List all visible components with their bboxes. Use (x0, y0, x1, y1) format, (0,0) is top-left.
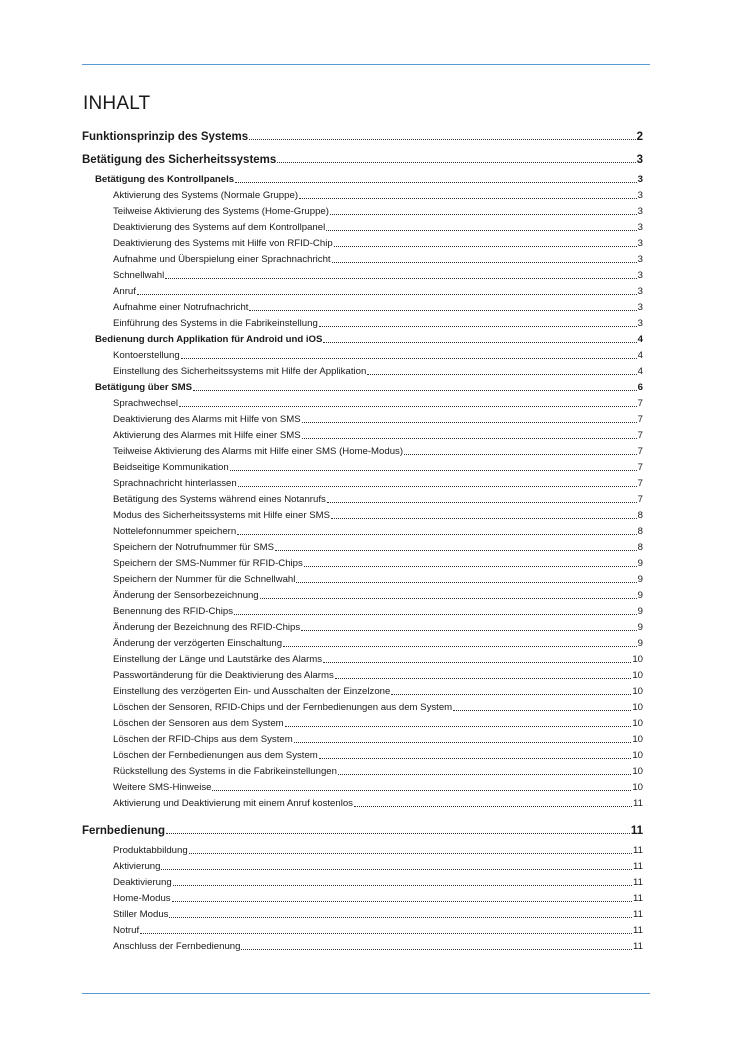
toc-entry-level-3[interactable] (113, 222, 643, 233)
toc-entry-page-number: 3 (636, 153, 643, 166)
toc-entry-title: Sprachwechsel (113, 398, 179, 409)
dot-leader (338, 766, 631, 775)
toc-entry-page-number: 9 (637, 638, 643, 649)
toc-entry-page-number: 11 (633, 877, 643, 888)
toc-entry-page-number: 3 (637, 286, 643, 297)
dot-leader (277, 153, 635, 163)
toc-entry-level-3[interactable] (113, 398, 643, 409)
toc-entry-page-number: 7 (637, 494, 643, 505)
toc-entry-page-number: 7 (637, 478, 643, 489)
toc-entry-title: Notruf (113, 925, 140, 936)
toc-entry-title: Betätigung des Kontrollpanels (95, 174, 235, 185)
toc-entry-page-number: 3 (637, 206, 643, 217)
toc-entry-page-number: 6 (637, 382, 643, 393)
toc-entry-page-number: 9 (637, 574, 643, 585)
toc-entry-level-2[interactable] (95, 382, 643, 393)
dot-leader (193, 382, 637, 391)
dot-leader (260, 590, 637, 599)
toc-entry-page-number: 3 (637, 174, 643, 185)
dot-leader (319, 318, 637, 327)
toc-entry-page-number: 8 (637, 510, 643, 521)
toc-entry-title: Änderung der verzögerten Einschaltung (113, 638, 283, 649)
dot-leader (332, 254, 637, 263)
toc-entry-title: Löschen der Fernbedienungen aus dem System (113, 750, 318, 761)
dot-leader (301, 622, 636, 631)
toc-entry-title: Produktabbildung (113, 845, 188, 856)
toc-entry-page-number: 9 (637, 622, 643, 633)
toc-entry-page-number: 7 (637, 398, 643, 409)
toc-entry-title: Passwortänderung für die Deaktivierung des Alarms (113, 670, 334, 681)
toc-entry-page-number: 10 (632, 750, 643, 761)
toc-entry-level-2[interactable] (95, 334, 643, 345)
toc-entry-title: Teilweise Aktivierung des Systems (Home-Gruppe) (113, 206, 329, 217)
toc-entry-page-number: 10 (632, 670, 643, 681)
toc-entry-page-number: 3 (637, 190, 643, 201)
toc-entry-page-number: 11 (630, 824, 643, 837)
toc-entry-level-3[interactable] (113, 877, 643, 888)
dot-leader (354, 798, 632, 807)
toc-entry-level-3[interactable] (113, 606, 643, 617)
toc-entry-level-3[interactable] (113, 254, 643, 265)
toc-entry-title: Betätigung des Systems während eines Notanrufs (113, 494, 326, 505)
toc-entry-level-3[interactable] (113, 941, 643, 952)
toc-entry-page-number: 10 (632, 766, 643, 777)
dot-leader (230, 462, 637, 471)
toc-entry-title: Aufnahme einer Notrufnachricht (113, 302, 249, 313)
toc-entry-title: Benennung des RFID-Chips (113, 606, 233, 617)
dot-leader (249, 302, 636, 311)
dot-leader (283, 638, 637, 647)
toc-entry-page-number: 10 (632, 734, 643, 745)
dot-leader (179, 398, 637, 407)
toc-entry-title: Einstellung des Sicherheitssystems mit Hilfe der Applikation (113, 366, 367, 377)
toc-entry-level-3[interactable] (113, 286, 643, 297)
toc-entry-title: Deaktivierung des Alarms mit Hilfe von SMS (113, 414, 301, 425)
toc-entry-page-number: 7 (637, 462, 643, 473)
toc-entry-page-number: 11 (633, 925, 643, 936)
header-rule (82, 64, 650, 65)
toc-entry-page-number: 9 (637, 606, 643, 617)
toc-entry-level-3[interactable] (113, 702, 643, 713)
toc-entry-page-number: 10 (632, 702, 643, 713)
dot-leader (404, 446, 637, 455)
toc-entry-level-3[interactable] (113, 798, 643, 809)
toc-entry-title: Aufnahme und Überspielung einer Sprachnachricht (113, 254, 331, 265)
toc-entry-title: Aktivierung und Deaktivierung mit einem Anruf kostenlos (113, 798, 353, 809)
toc-entry-level-3[interactable] (113, 893, 643, 904)
toc-entry-level-3[interactable] (113, 526, 643, 537)
toc-entry-level-3[interactable] (113, 238, 643, 249)
toc-entry-page-number: 3 (637, 254, 643, 265)
toc-entry-page-number: 9 (637, 558, 643, 569)
toc-entry-level-3[interactable] (113, 318, 643, 329)
toc-entry-level-3[interactable] (113, 574, 643, 585)
toc-entry-page-number: 8 (637, 542, 643, 553)
dot-leader (173, 877, 632, 886)
toc-entry-level-3[interactable] (113, 542, 643, 553)
toc-entry-page-number: 10 (632, 654, 643, 665)
toc-entry-title: Aktivierung des Systems (Normale Gruppe) (113, 190, 299, 201)
dot-leader (172, 893, 632, 902)
toc-entry-page-number: 3 (637, 318, 643, 329)
toc-entry-level-1[interactable] (82, 153, 643, 166)
toc-entry-page-number: 11 (633, 845, 643, 856)
dot-leader (299, 190, 637, 199)
toc-entry-title: Einstellung der Länge und Lautstärke des Alarms (113, 654, 323, 665)
dot-leader (294, 734, 632, 743)
dot-leader (137, 286, 637, 295)
toc-entry-page-number: 7 (637, 414, 643, 425)
toc-entry-page-number: 8 (637, 526, 643, 537)
dot-leader (302, 430, 637, 439)
toc-entry-level-3[interactable] (113, 845, 643, 856)
toc-entry-page-number: 11 (633, 798, 643, 809)
toc-entry-level-1[interactable] (82, 130, 643, 143)
dot-leader (323, 654, 631, 663)
toc-entry-page-number: 3 (637, 270, 643, 281)
toc-entry-level-3[interactable] (113, 670, 643, 681)
toc-entry-level-3[interactable] (113, 766, 643, 777)
toc-entry-title: Aktivierung (113, 861, 161, 872)
dot-leader (331, 510, 637, 519)
toc-entry-page-number: 10 (632, 782, 643, 793)
toc-entry-page-number: 4 (637, 366, 643, 377)
toc-entry-title: Speichern der Notrufnummer für SMS (113, 542, 275, 553)
dot-leader (285, 718, 632, 727)
toc-entry-title: Weitere SMS-Hinweise (113, 782, 212, 793)
toc-entry-title: Home-Modus (113, 893, 171, 904)
toc-entry-level-3[interactable] (113, 270, 643, 281)
toc-entry-page-number: 11 (633, 893, 643, 904)
toc-entry-title: Anschluss der Fernbedienung (113, 941, 241, 952)
dot-leader (326, 222, 636, 231)
toc-entry-title: Beidseitige Kommunikation (113, 462, 229, 473)
toc-entry-level-3[interactable] (113, 590, 643, 601)
dot-leader (249, 130, 635, 140)
toc-entry-title: Rückstellung des Systems in die Fabrikeinstellungen (113, 766, 337, 777)
toc-entry-page-number: 7 (637, 430, 643, 441)
dot-leader (238, 478, 637, 487)
dot-leader (181, 350, 637, 359)
toc-entry-title: Deaktivierung (113, 877, 172, 888)
toc-entry-title: Bedienung durch Applikation für Android und iOS (95, 334, 323, 345)
toc-entry-level-3[interactable] (113, 206, 643, 217)
toc-entry-page-number: 4 (637, 350, 643, 361)
toc-entry-title: Löschen der Sensoren aus dem System (113, 718, 284, 729)
toc-entry-level-3[interactable] (113, 734, 643, 745)
footer-rule (82, 993, 650, 994)
toc-entry-level-3[interactable] (113, 350, 643, 361)
toc-entry-title: Speichern der SMS-Nummer für RFID-Chips (113, 558, 303, 569)
dot-leader (453, 702, 631, 711)
toc-entry-title: Funktionsprinzip des Systems (82, 130, 249, 143)
toc-entry-title: Löschen der Sensoren, RFID-Chips und der Fernbedienungen aus dem System (113, 702, 453, 713)
toc-entry-title: Stiller Modus (113, 909, 169, 920)
toc-entry-level-3[interactable] (113, 909, 643, 920)
toc-entry-title: Speichern der Nummer für die Schnellwahl (113, 574, 296, 585)
dot-leader (189, 845, 632, 854)
toc-entry-page-number: 4 (637, 334, 643, 345)
toc-entry-level-3[interactable] (113, 494, 643, 505)
toc-entry-title: Anruf (113, 286, 136, 297)
toc-entry-title: Betätigung über SMS (95, 382, 193, 393)
toc-entry-level-3[interactable] (113, 622, 643, 633)
toc-entry-level-3[interactable] (113, 414, 643, 425)
toc-entry-title: Betätigung des Sicherheitssystems (82, 153, 277, 166)
toc-entry-level-3[interactable] (113, 558, 643, 569)
toc-entry-page-number: 10 (632, 718, 643, 729)
toc-entry-level-1[interactable] (82, 824, 643, 837)
toc-entry-level-3[interactable] (113, 510, 643, 521)
toc-entry-title: Änderung der Bezeichnung des RFID-Chips (113, 622, 301, 633)
dot-leader (304, 558, 637, 567)
toc-entry-title: Aktivierung des Alarmes mit Hilfe einer SMS (113, 430, 301, 441)
dot-leader (323, 334, 636, 343)
dot-leader (302, 414, 637, 423)
toc-entry-title: Einstellung des verzögerten Ein- und Ausschalten der Einzelzone (113, 686, 391, 697)
toc-entry-level-3[interactable] (113, 430, 643, 441)
toc-entry-page-number: 10 (632, 686, 643, 697)
dot-leader (367, 366, 636, 375)
toc-entry-level-3[interactable] (113, 686, 643, 697)
toc-entry-page-number: 3 (637, 222, 643, 233)
dot-leader (334, 238, 637, 247)
dot-leader (275, 542, 637, 551)
dot-leader (296, 574, 636, 583)
toc-entry-title: Sprachnachricht hinterlassen (113, 478, 237, 489)
toc-entry-page-number: 3 (637, 238, 643, 249)
toc-entry-level-3[interactable] (113, 302, 643, 313)
dot-leader (235, 174, 637, 183)
dot-leader (140, 925, 632, 934)
dot-leader (234, 606, 637, 615)
toc-entry-title: Schnellwahl (113, 270, 165, 281)
dot-leader (169, 909, 632, 918)
toc-entry-level-3[interactable] (113, 925, 643, 936)
toc-entry-page-number: 3 (637, 302, 643, 313)
toc-entry-level-3[interactable] (113, 638, 643, 649)
toc-entry-title: Fernbedienung (82, 824, 166, 837)
toc-entry-page-number: 9 (637, 590, 643, 601)
toc-entry-title: Modus des Sicherheitssystems mit Hilfe einer SMS (113, 510, 330, 521)
dot-leader (241, 941, 632, 950)
toc-entry-level-3[interactable] (113, 861, 643, 872)
dot-leader (330, 206, 637, 215)
dot-leader (165, 270, 636, 279)
toc-entry-title: Einführung des Systems in die Fabrikeinstellung (113, 318, 318, 329)
toc-entry-level-3[interactable] (113, 718, 643, 729)
dot-leader (166, 824, 630, 834)
toc-entry-level-3[interactable] (113, 478, 643, 489)
toc-entry-level-3[interactable] (113, 446, 643, 457)
dot-leader (327, 494, 637, 503)
toc-entry-level-3[interactable] (113, 654, 643, 665)
toc-entry-page-number: 11 (633, 861, 643, 872)
page-title: INHALT (83, 93, 151, 114)
toc-entry-title: Löschen der RFID-Chips aus dem System (113, 734, 293, 745)
toc-entry-title: Nottelefonnummer speichern (113, 526, 237, 537)
toc-entry-page-number: 2 (636, 130, 643, 143)
toc-entry-title: Deaktivierung des Systems auf dem Kontrollpanel (113, 222, 326, 233)
dot-leader (319, 750, 632, 759)
toc-entry-title: Teilweise Aktivierung des Alarms mit Hilfe einer SMS (Home-Modus) (113, 446, 404, 457)
dot-leader (335, 670, 632, 679)
toc-entry-title: Änderung der Sensorbezeichnung (113, 590, 259, 601)
toc-entry-level-3[interactable] (113, 366, 643, 377)
toc-entry-page-number: 11 (633, 941, 643, 952)
toc-entry-page-number: 7 (637, 446, 643, 457)
dot-leader (212, 782, 631, 791)
dot-leader (391, 686, 631, 695)
toc-entry-level-3[interactable] (113, 750, 643, 761)
dot-leader (161, 861, 632, 870)
dot-leader (237, 526, 636, 535)
toc-entry-level-3[interactable] (113, 782, 643, 793)
toc-entry-level-3[interactable] (113, 190, 643, 201)
toc-entry-title: Kontoerstellung (113, 350, 180, 361)
toc-entry-page-number: 11 (633, 909, 643, 920)
toc-entry-title: Deaktivierung des Systems mit Hilfe von RFID-Chip (113, 238, 333, 249)
toc-entry-level-2[interactable] (95, 174, 643, 185)
toc-entry-level-3[interactable] (113, 462, 643, 473)
